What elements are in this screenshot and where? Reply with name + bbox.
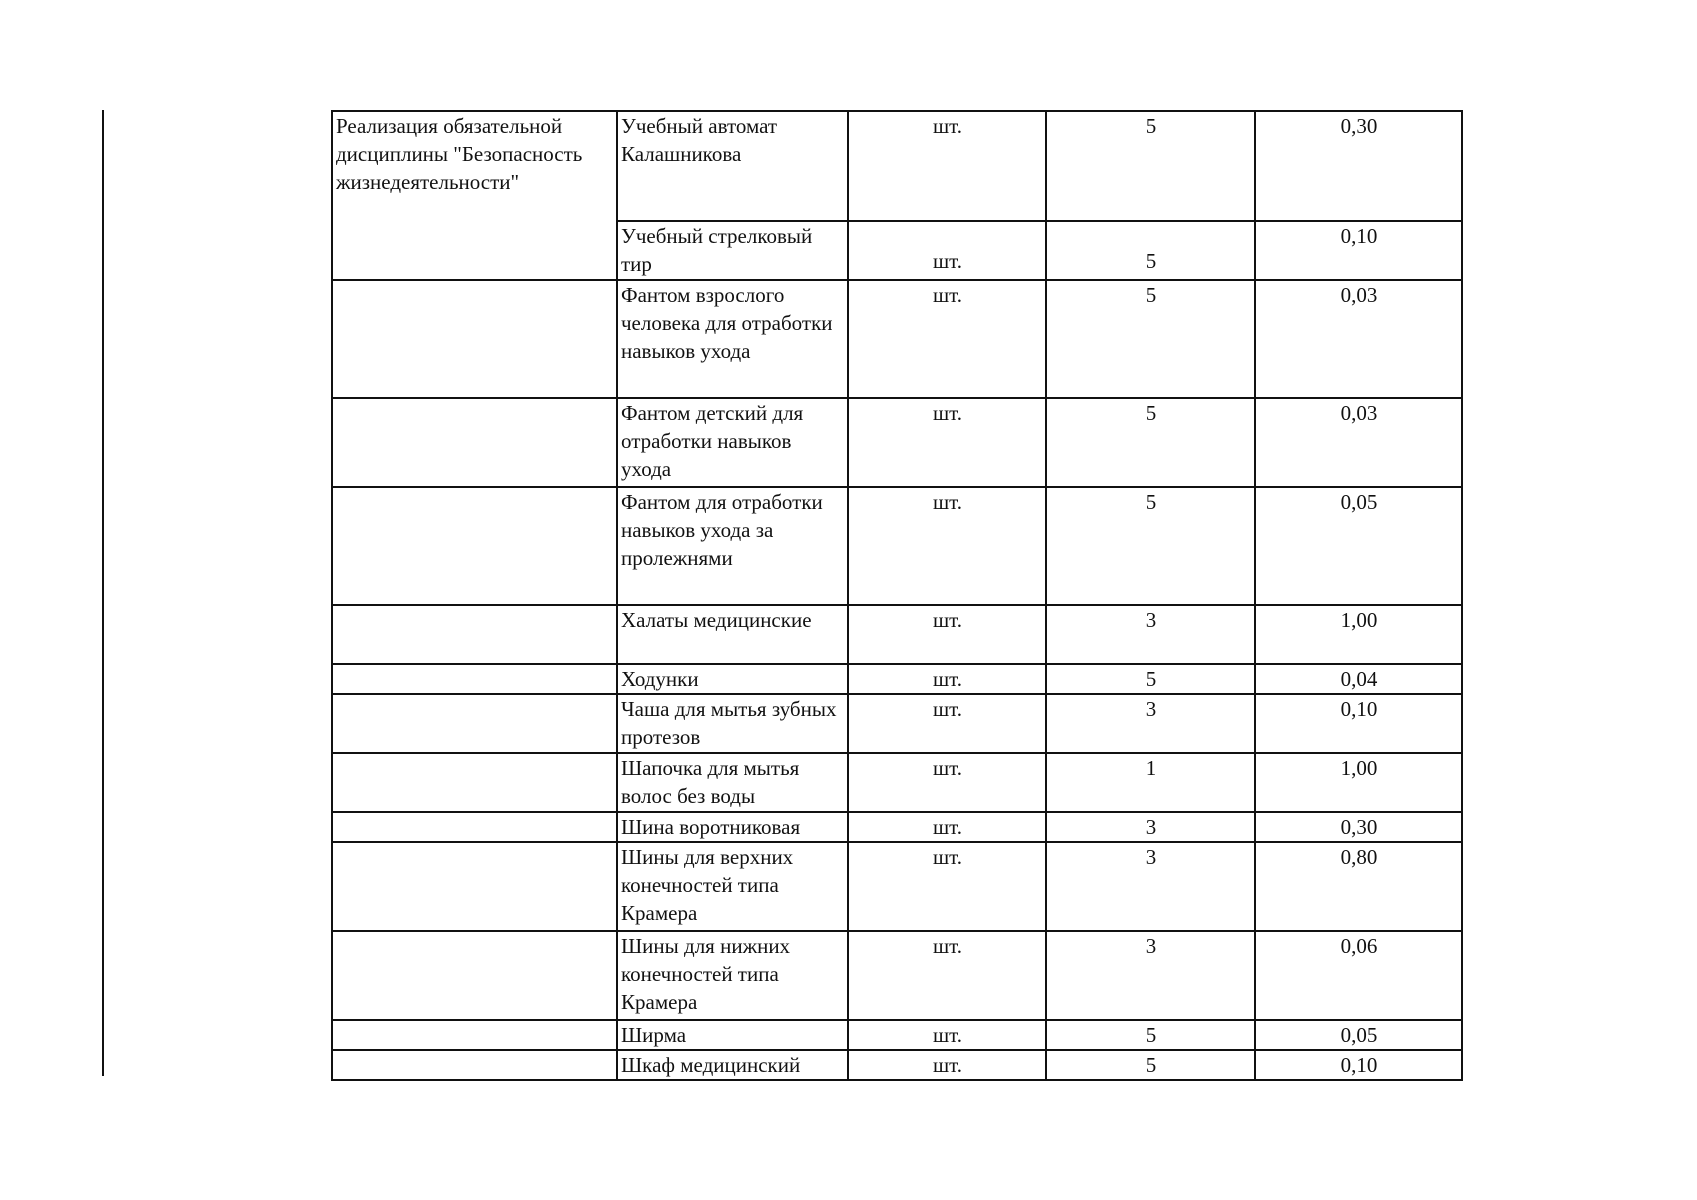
item-name-cell (617, 605, 848, 664)
item-name: Ходунки (621, 667, 699, 691)
table-row (332, 1020, 1462, 1050)
coefficient-text: 0,06 (1340, 934, 1378, 958)
quantity-cell (1046, 605, 1255, 664)
item-name-cell (617, 1050, 848, 1080)
coefficient-cell (1255, 931, 1462, 1020)
unit-cell (848, 487, 1046, 605)
quantity-text: 5 (1145, 283, 1157, 307)
unit-cell (848, 280, 1046, 398)
quantity-text: 1 (1145, 756, 1157, 780)
item-name-cell (617, 487, 848, 605)
unit-cell (848, 694, 1046, 753)
quantity-text: 5 (1145, 249, 1157, 273)
coefficient-cell (1255, 221, 1462, 280)
item-name: Чаша для мытья зубных протезов (621, 697, 837, 749)
coefficient-cell (1255, 753, 1462, 812)
unit-text: шт. (932, 1023, 963, 1047)
coefficient-cell (1255, 1020, 1462, 1050)
unit-cell (848, 221, 1046, 280)
quantity-cell (1046, 111, 1255, 221)
coefficient-cell (1255, 111, 1462, 221)
coefficient-cell (1255, 487, 1462, 605)
discipline-text: Реализация обязательной дисциплины "Безопасность жизнедеятельности" (336, 114, 583, 194)
unit-text: шт. (932, 845, 963, 869)
coefficient-text: 0,05 (1340, 490, 1378, 514)
coefficient-text: 1,00 (1340, 756, 1378, 780)
table-row (332, 931, 1462, 1020)
coefficient-text: 0,30 (1340, 114, 1378, 138)
table-row (332, 1050, 1462, 1080)
quantity-cell (1046, 1050, 1255, 1080)
item-name-cell (617, 280, 848, 398)
coefficient-text: 0,10 (1340, 224, 1378, 248)
unit-text: шт. (932, 815, 963, 839)
item-name: Фантом детский для отработки навыков ухода (621, 401, 804, 481)
quantity-text: 5 (1145, 401, 1157, 425)
table-row (332, 812, 1462, 842)
unit-cell (848, 111, 1046, 221)
quantity-text: 5 (1145, 114, 1157, 138)
coefficient-cell (1255, 812, 1462, 842)
item-name: Шины для нижних конечностей типа Крамера (621, 934, 791, 1014)
coefficient-cell (1255, 1050, 1462, 1080)
coefficient-cell (1255, 694, 1462, 753)
item-name-cell (617, 812, 848, 842)
quantity-text: 3 (1145, 697, 1157, 721)
discipline-cell (332, 753, 617, 812)
coefficient-text: 0,80 (1340, 845, 1378, 869)
item-name-cell (617, 398, 848, 487)
unit-text: шт. (932, 249, 963, 273)
discipline-cell (332, 1020, 617, 1050)
discipline-cell (332, 111, 617, 280)
item-name: Шина воротниковая (621, 815, 801, 839)
table-row (332, 280, 1462, 398)
discipline-cell (332, 931, 617, 1020)
table-row (332, 605, 1462, 664)
equipment-table (331, 110, 1463, 1081)
discipline-cell (332, 1050, 617, 1080)
item-name-cell (617, 1020, 848, 1050)
table-row (332, 398, 1462, 487)
discipline-cell (332, 398, 617, 487)
item-name: Фантом для отработки навыков ухода за пролежнями (621, 490, 823, 570)
coefficient-text: 0,10 (1340, 1053, 1378, 1077)
quantity-cell (1046, 753, 1255, 812)
coefficient-text: 0,04 (1340, 667, 1378, 691)
unit-text: шт. (932, 934, 963, 958)
item-name-cell (617, 694, 848, 753)
item-name: Учебный стрелковый тир (621, 224, 813, 276)
discipline-cell (332, 605, 617, 664)
unit-cell (848, 812, 1046, 842)
quantity-text: 3 (1145, 845, 1157, 869)
item-name: Учебный автомат Калашникова (621, 114, 778, 166)
discipline-cell (332, 280, 617, 398)
quantity-cell (1046, 812, 1255, 842)
quantity-cell (1046, 280, 1255, 398)
quantity-cell (1046, 842, 1255, 931)
item-name: Шапочка для мытья волос без воды (621, 756, 800, 808)
unit-text: шт. (932, 1053, 963, 1077)
item-name-cell (617, 931, 848, 1020)
discipline-cell (332, 487, 617, 605)
unit-cell (848, 931, 1046, 1020)
quantity-text: 5 (1145, 490, 1157, 514)
discipline-cell (332, 694, 617, 753)
unit-text: шт. (932, 756, 963, 780)
item-name-cell (617, 221, 848, 280)
unit-cell (848, 605, 1046, 664)
quantity-cell (1046, 931, 1255, 1020)
quantity-text: 5 (1145, 1023, 1157, 1047)
item-name-cell (617, 664, 848, 694)
unit-cell (848, 664, 1046, 694)
coefficient-text: 0,03 (1340, 401, 1378, 425)
unit-cell (848, 1050, 1046, 1080)
coefficient-cell (1255, 664, 1462, 694)
item-name-cell (617, 842, 848, 931)
left-margin-rule (102, 110, 104, 1076)
unit-text: шт. (932, 490, 963, 514)
quantity-text: 3 (1145, 815, 1157, 839)
quantity-text: 5 (1145, 667, 1157, 691)
unit-cell (848, 1020, 1046, 1050)
discipline-cell (332, 812, 617, 842)
quantity-cell (1046, 664, 1255, 694)
unit-cell (848, 398, 1046, 487)
unit-text: шт. (932, 697, 963, 721)
item-name: Ширма (621, 1023, 687, 1047)
table-row (332, 753, 1462, 812)
quantity-cell (1046, 1020, 1255, 1050)
table-row (332, 664, 1462, 694)
quantity-cell (1046, 221, 1255, 280)
item-name: Шины для верхних конечностей типа Крамера (621, 845, 794, 925)
coefficient-text: 0,05 (1340, 1023, 1378, 1047)
quantity-cell (1046, 694, 1255, 753)
unit-text: шт. (932, 667, 963, 691)
coefficient-text: 1,00 (1340, 608, 1378, 632)
coefficient-cell (1255, 605, 1462, 664)
unit-cell (848, 753, 1046, 812)
item-name-cell (617, 753, 848, 812)
table-row (332, 111, 1462, 221)
unit-cell (848, 842, 1046, 931)
table-row (332, 487, 1462, 605)
coefficient-cell (1255, 398, 1462, 487)
item-name: Шкаф медицинский (621, 1053, 801, 1077)
coefficient-cell (1255, 842, 1462, 931)
quantity-text: 3 (1145, 608, 1157, 632)
item-name: Фантом взрослого человека для отработки навыков ухода (621, 283, 833, 363)
item-name: Халаты медицинские (621, 608, 812, 632)
coefficient-cell (1255, 280, 1462, 398)
quantity-text: 3 (1145, 934, 1157, 958)
unit-text: шт. (932, 114, 963, 138)
table-row (332, 694, 1462, 753)
quantity-cell (1046, 398, 1255, 487)
coefficient-text: 0,10 (1340, 697, 1378, 721)
discipline-cell (332, 842, 617, 931)
unit-text: шт. (932, 283, 963, 307)
quantity-cell (1046, 487, 1255, 605)
discipline-cell (332, 664, 617, 694)
unit-text: шт. (932, 608, 963, 632)
unit-text: шт. (932, 401, 963, 425)
item-name-cell (617, 111, 848, 221)
quantity-text: 5 (1145, 1053, 1157, 1077)
coefficient-text: 0,30 (1340, 815, 1378, 839)
table-row (332, 842, 1462, 931)
coefficient-text: 0,03 (1340, 283, 1378, 307)
